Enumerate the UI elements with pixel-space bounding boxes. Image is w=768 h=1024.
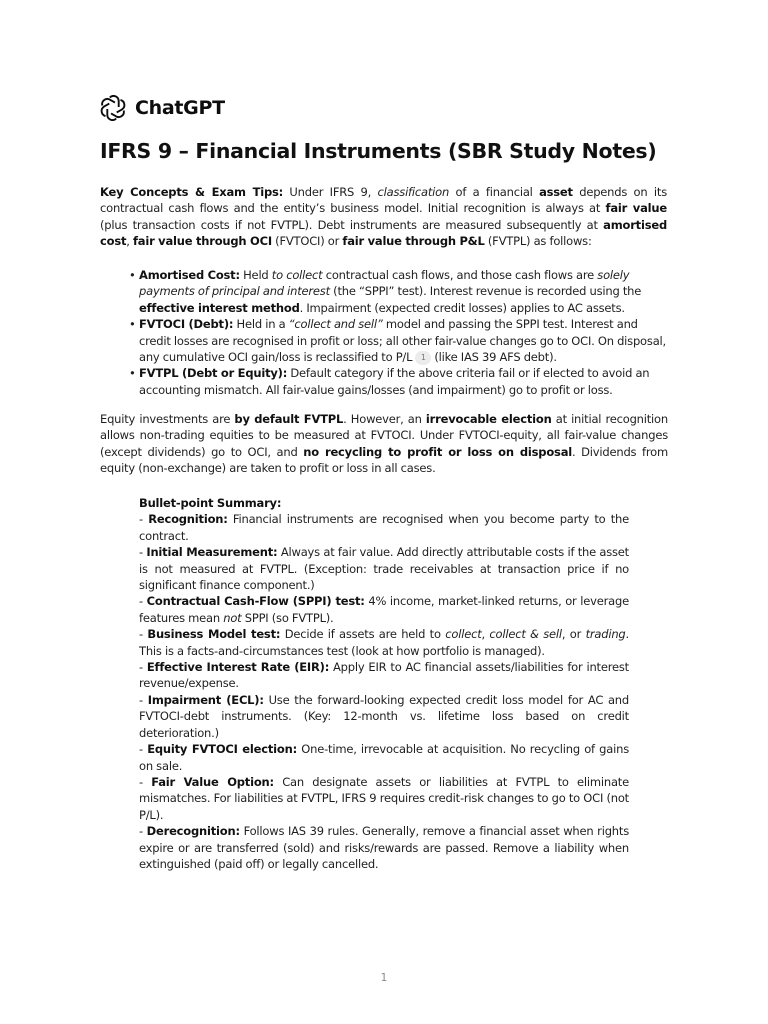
summary-label: Recognition:	[148, 512, 228, 527]
summary-label: Equity FVTOCI election:	[147, 742, 297, 757]
bullet-term: FVTOCI (Debt):	[139, 317, 234, 332]
bullet-text: (the “SPPI” test). Interest revenue is recorded using the	[329, 284, 642, 299]
summary-emphasis: collect & sell	[489, 627, 562, 642]
summary-text: Financial instruments are recognised when you become party to the contract.	[139, 512, 629, 543]
summary-item-equity-fvtoci	[139, 741, 629, 774]
measurement-bullet-list	[126, 267, 666, 398]
summary-dash: -	[139, 545, 147, 560]
bullet-text: Default category if the above criteria fail or if elected to avoid an accounting mismatch. All fair-value gains/losses (and impairment) go to profit or loss.	[139, 366, 650, 397]
intro-text: depends on its contractual cash flows and the entity’s business model. Initial recognition is always at	[100, 185, 667, 216]
summary-item-impairment	[139, 692, 629, 741]
bullet-text: . Impairment (expected credit losses) applies to AC assets.	[299, 300, 625, 315]
summary-dash: -	[139, 692, 148, 707]
bullet-fvtpl	[126, 365, 666, 398]
summary-text: , or	[561, 627, 586, 642]
equity-text: Equity investments are	[100, 412, 235, 426]
bullet-emphasis: “collect and sell”	[288, 317, 383, 332]
intro-text: (plus transaction costs if not FVTPL). Debt instruments are measured subsequently at	[100, 217, 604, 232]
summary-dash: -	[139, 824, 147, 839]
summary-text: SPPI (so FVTPL).	[241, 610, 334, 625]
summary-dash: -	[139, 627, 148, 642]
summary-text: Apply EIR to AC financial assets/liabilities for interest revenue/expense.	[139, 660, 629, 691]
intro-text: (FVTPL) as follows:	[484, 234, 592, 249]
summary-emphasis: not	[223, 610, 242, 625]
intro-term: fair value through OCI	[132, 234, 272, 249]
intro-lead: Key Concepts & Exam Tips:	[100, 185, 284, 199]
intro-term: fair value	[605, 201, 667, 216]
summary-text: Use the forward-looking expected credit loss model for AC and FVTOCI-debt instruments. (Key: 12-month vs. lifetime loss based on credit deterioration.)	[139, 692, 629, 740]
summary-label: Contractual Cash-Flow (SPPI) test:	[146, 594, 365, 609]
summary-text: Always at fair value. Add directly attributable costs if the asset is not measured at FVTPL. (Exception: trade receivables at transaction price if no significant finance component.)	[139, 545, 629, 593]
summary-item-business-model	[139, 626, 629, 659]
summary-label: Business Model test:	[147, 627, 281, 642]
bullet-text: Held	[239, 268, 272, 282]
summary-dash: -	[139, 594, 147, 609]
equity-text: . However, an	[343, 412, 426, 426]
citation-badge[interactable]: 1	[415, 351, 431, 365]
summary-heading	[139, 495, 629, 511]
intro-term: fair value through P&L	[342, 234, 485, 249]
intro-text: Under IFRS 9,	[283, 185, 378, 199]
summary-heading-text: Bullet-point Summary:	[139, 496, 282, 510]
intro-text: ,	[126, 234, 133, 249]
summary-label: Fair Value Option:	[151, 774, 274, 789]
summary-text: Follows IAS 39 rules. Generally, remove a financial asset when rights expire or are transferred (sold) and risks/rewards are passed. Remove a liability when extinguished (paid off) or legally cancelled.	[139, 824, 629, 871]
summary-emphasis: collect	[445, 627, 482, 642]
brand-header	[100, 95, 225, 121]
intro-text: of a financial	[449, 185, 540, 199]
bullet-text: contractual cash flows, and those cash flows are	[322, 268, 598, 282]
bullet-term: Amortised Cost:	[139, 268, 240, 282]
summary-dash: -	[139, 742, 148, 757]
summary-label: Derecognition:	[146, 824, 240, 839]
summary-label: Impairment (ECL):	[147, 692, 264, 707]
bullet-text: Held in a	[233, 317, 289, 332]
summary-label: Initial Measurement:	[146, 545, 278, 560]
equity-term: irrevocable election	[425, 412, 552, 426]
intro-paragraph	[100, 184, 667, 250]
bullet-amortised-cost	[126, 267, 666, 316]
equity-text: . Dividends from equity (non-exchange) are taken to profit or loss in all cases.	[100, 444, 668, 476]
intro-emphasis: classification	[377, 185, 450, 199]
document-title: IFRS 9 – Financial Instruments (SBR Study Notes)	[100, 139, 657, 163]
page-number: 1	[380, 972, 388, 984]
summary-dash: -	[139, 512, 149, 527]
summary-text: 4% income, market-linked returns, or leverage features mean	[139, 594, 629, 625]
openai-logo-icon	[100, 95, 126, 121]
intro-term: amortised cost	[100, 217, 667, 249]
summary-text: Decide if assets are held to	[280, 627, 446, 642]
equity-term: by default FVTPL	[234, 412, 344, 426]
equity-paragraph	[100, 411, 668, 477]
equity-text: at initial recognition allows non-trading equities to be measured at FVTOCI. Under FVTOCI-equity, all fair-value changes (except dividends) go to OCI, and	[100, 412, 668, 459]
summary-item-recognition	[139, 511, 629, 544]
bullet-fvtoci	[126, 316, 666, 365]
summary-emphasis: trading	[585, 627, 626, 642]
summary-text: Can designate assets or liabilities at FVTPL to eliminate mismatches. For liabilities at FVTPL, IFRS 9 requires credit-risk changes to go to OCI (not P/L).	[139, 774, 629, 822]
summary-text: ,	[481, 627, 490, 642]
summary-text: . This is a facts-and-circumstances test (look at how portfolio is managed).	[139, 627, 629, 658]
summary-dash: -	[139, 660, 147, 675]
intro-term: asset	[539, 185, 573, 199]
summary-label: Effective Interest Rate (EIR):	[146, 660, 330, 675]
bullet-term: FVTPL (Debt or Equity):	[139, 366, 288, 381]
summary-dash: -	[139, 774, 152, 789]
bullet-marker: •	[129, 268, 136, 282]
summary-text: One-time, irrevocable at acquisition. No recycling of gains on sale.	[139, 742, 629, 773]
summary-item-derecognition	[139, 823, 629, 872]
bullet-marker: •	[129, 366, 136, 381]
bullet-text: model and passing the SPPI test. Interest and credit losses are recognised in profit or loss; all other fair-value changes go to OCI. On disposal, any cumulative OCI gain/loss is reclassified to P/L	[139, 317, 666, 365]
bullet-term: effective interest method	[139, 300, 300, 315]
bullet-point-summary	[139, 495, 629, 872]
summary-item-eir	[139, 659, 629, 692]
summary-item-initial-measurement	[139, 544, 629, 593]
bullet-emphasis: to collect	[271, 268, 323, 282]
bullet-emphasis: solely payments of principal and interest	[139, 268, 630, 299]
summary-item-sppi-test	[139, 593, 629, 626]
intro-text: (FVTOCI) or	[271, 234, 343, 249]
bullet-text: (like IAS 39 AFS debt).	[434, 350, 557, 365]
bullet-marker: •	[129, 317, 136, 332]
brand-name: ChatGPT	[135, 97, 225, 119]
equity-term: no recycling to profit or loss on disposal	[303, 444, 572, 459]
summary-item-fair-value-option	[139, 774, 629, 823]
